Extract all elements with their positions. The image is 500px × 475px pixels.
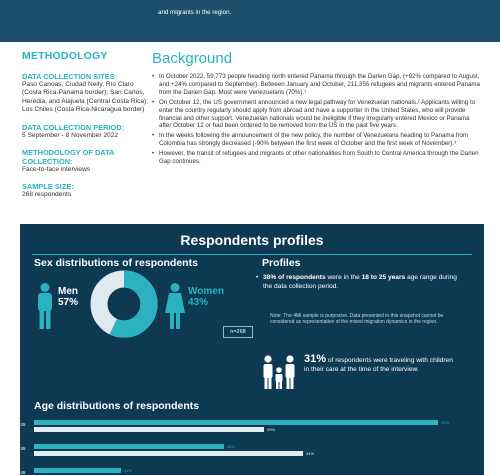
- sex-distribution-title: Sex distributions of respondents: [34, 257, 198, 269]
- children-stat: [304, 355, 454, 374]
- men-percentage: 57%: [58, 297, 79, 308]
- method-label: METHODOLOGY OF DATA COLLECTION:: [22, 148, 115, 167]
- profile-age-bullet: [256, 273, 459, 291]
- age-bar: [34, 420, 438, 425]
- sample-label: SAMPLE SIZE:: [22, 182, 74, 192]
- age-bar-value: 34%: [227, 444, 236, 449]
- age-category-label: 26-35: [14, 446, 26, 451]
- background-bullet: • In October 2022, 59,773 people heading north entered Panama through the Darien Gap, (+92% compared to August, and +24% compared to September). Between January and October, 211,355 refugees and migrants entered Panama from the Darien Gap. Most were Venezuelans (70%).¹: [152, 73, 482, 97]
- intro-text-tail: and migrants in the region.: [158, 8, 232, 16]
- background-section: [152, 50, 482, 168]
- age-bar: [34, 468, 121, 473]
- age-bar-value: 51%: [441, 420, 450, 425]
- age-bar-value: 34%: [306, 451, 315, 456]
- background-bullet: • On October 12, the US government announced a new legal pathway for Venezuelan nationals.² Applicants willing to enter the country regularly should apply from abroad and have a supporter in the United States, who will provide financial and other support. Venezuelan nationals would be ineligible if they irregularly entered Mexico or Panama after October 12 or had been ordered to be removed from the US in the past five years.: [152, 99, 482, 131]
- age-bar: [34, 451, 303, 456]
- children-percentage: 31%: [304, 353, 327, 365]
- background-bullet: • However, the transit of refugees and migrants of other nationalities from South to Central America through the Darien Gap continues.: [152, 150, 482, 166]
- man-icon: [36, 283, 54, 329]
- age-bar: [34, 427, 264, 432]
- respondents-title: Respondents profiles: [180, 232, 324, 248]
- age-category-label: 36-45: [14, 470, 26, 475]
- profile-age-end: age range during the data collection period.: [263, 274, 457, 291]
- age-category-label: 18-25: [14, 422, 26, 427]
- age-bar: [34, 444, 224, 449]
- profile-age-mid: were in the: [325, 274, 362, 281]
- panel-divider: [32, 254, 472, 255]
- profiles-title: Profiles: [262, 257, 301, 269]
- men-label: Men: [58, 286, 78, 297]
- profile-age-range: 18 to 25 years: [361, 274, 406, 281]
- sample-size-badge: n=268: [223, 326, 253, 338]
- family-icon: [261, 355, 297, 389]
- methodology-section: [22, 50, 150, 208]
- age-bar-value: 29%: [267, 427, 276, 432]
- sample-value: 268 respondents: [22, 191, 72, 199]
- woman-icon: [164, 283, 186, 329]
- sites-label: DATA COLLECTION SITES:: [22, 72, 118, 81]
- period-label: DATA COLLECTION PERIOD:: [22, 122, 125, 132]
- background-bullet: • In the weeks following the announcement of the new policy, the number of Venezuelans heading to Panama from Colombia has strongly decreased (-90% between the first week of October and the first week of November).³: [152, 132, 482, 148]
- women-label: Women: [188, 286, 224, 297]
- period-value: 5 September - 8 November 2022: [22, 131, 119, 139]
- sex-donut-chart: [88, 268, 160, 340]
- women-percentage: 43%: [188, 297, 209, 308]
- method-value: Face-to-face interviews: [22, 166, 91, 174]
- sites-value: Paso Canoas, Ciudad Neily, Río Claro (Costa Rica-Panamá border); San Carlos, Heredia, and Alajuela (Central Costa Rica); Los Chiles (Costa Rica-Nicaragua border): [22, 81, 149, 114]
- children-text: of respondents were traveling with children in their care at the time of the interview.: [304, 357, 453, 373]
- age-distribution-title: Age distributions of respondents: [34, 400, 200, 412]
- background-heading: Background: [152, 50, 233, 67]
- methodology-heading: METHODOLOGY: [22, 50, 108, 62]
- bullet-dot: •: [256, 274, 259, 281]
- age-bar-value: 11%: [124, 468, 132, 473]
- profile-age-bold: 38% of respondents: [263, 274, 326, 281]
- background-list: [152, 73, 482, 166]
- sample-note: Note: The 4Mi sample is purposive. Data presented in this snapshot cannot be considered as representative of the mixed migration dynamics in the region.: [270, 313, 444, 326]
- intro-band: [0, 0, 500, 42]
